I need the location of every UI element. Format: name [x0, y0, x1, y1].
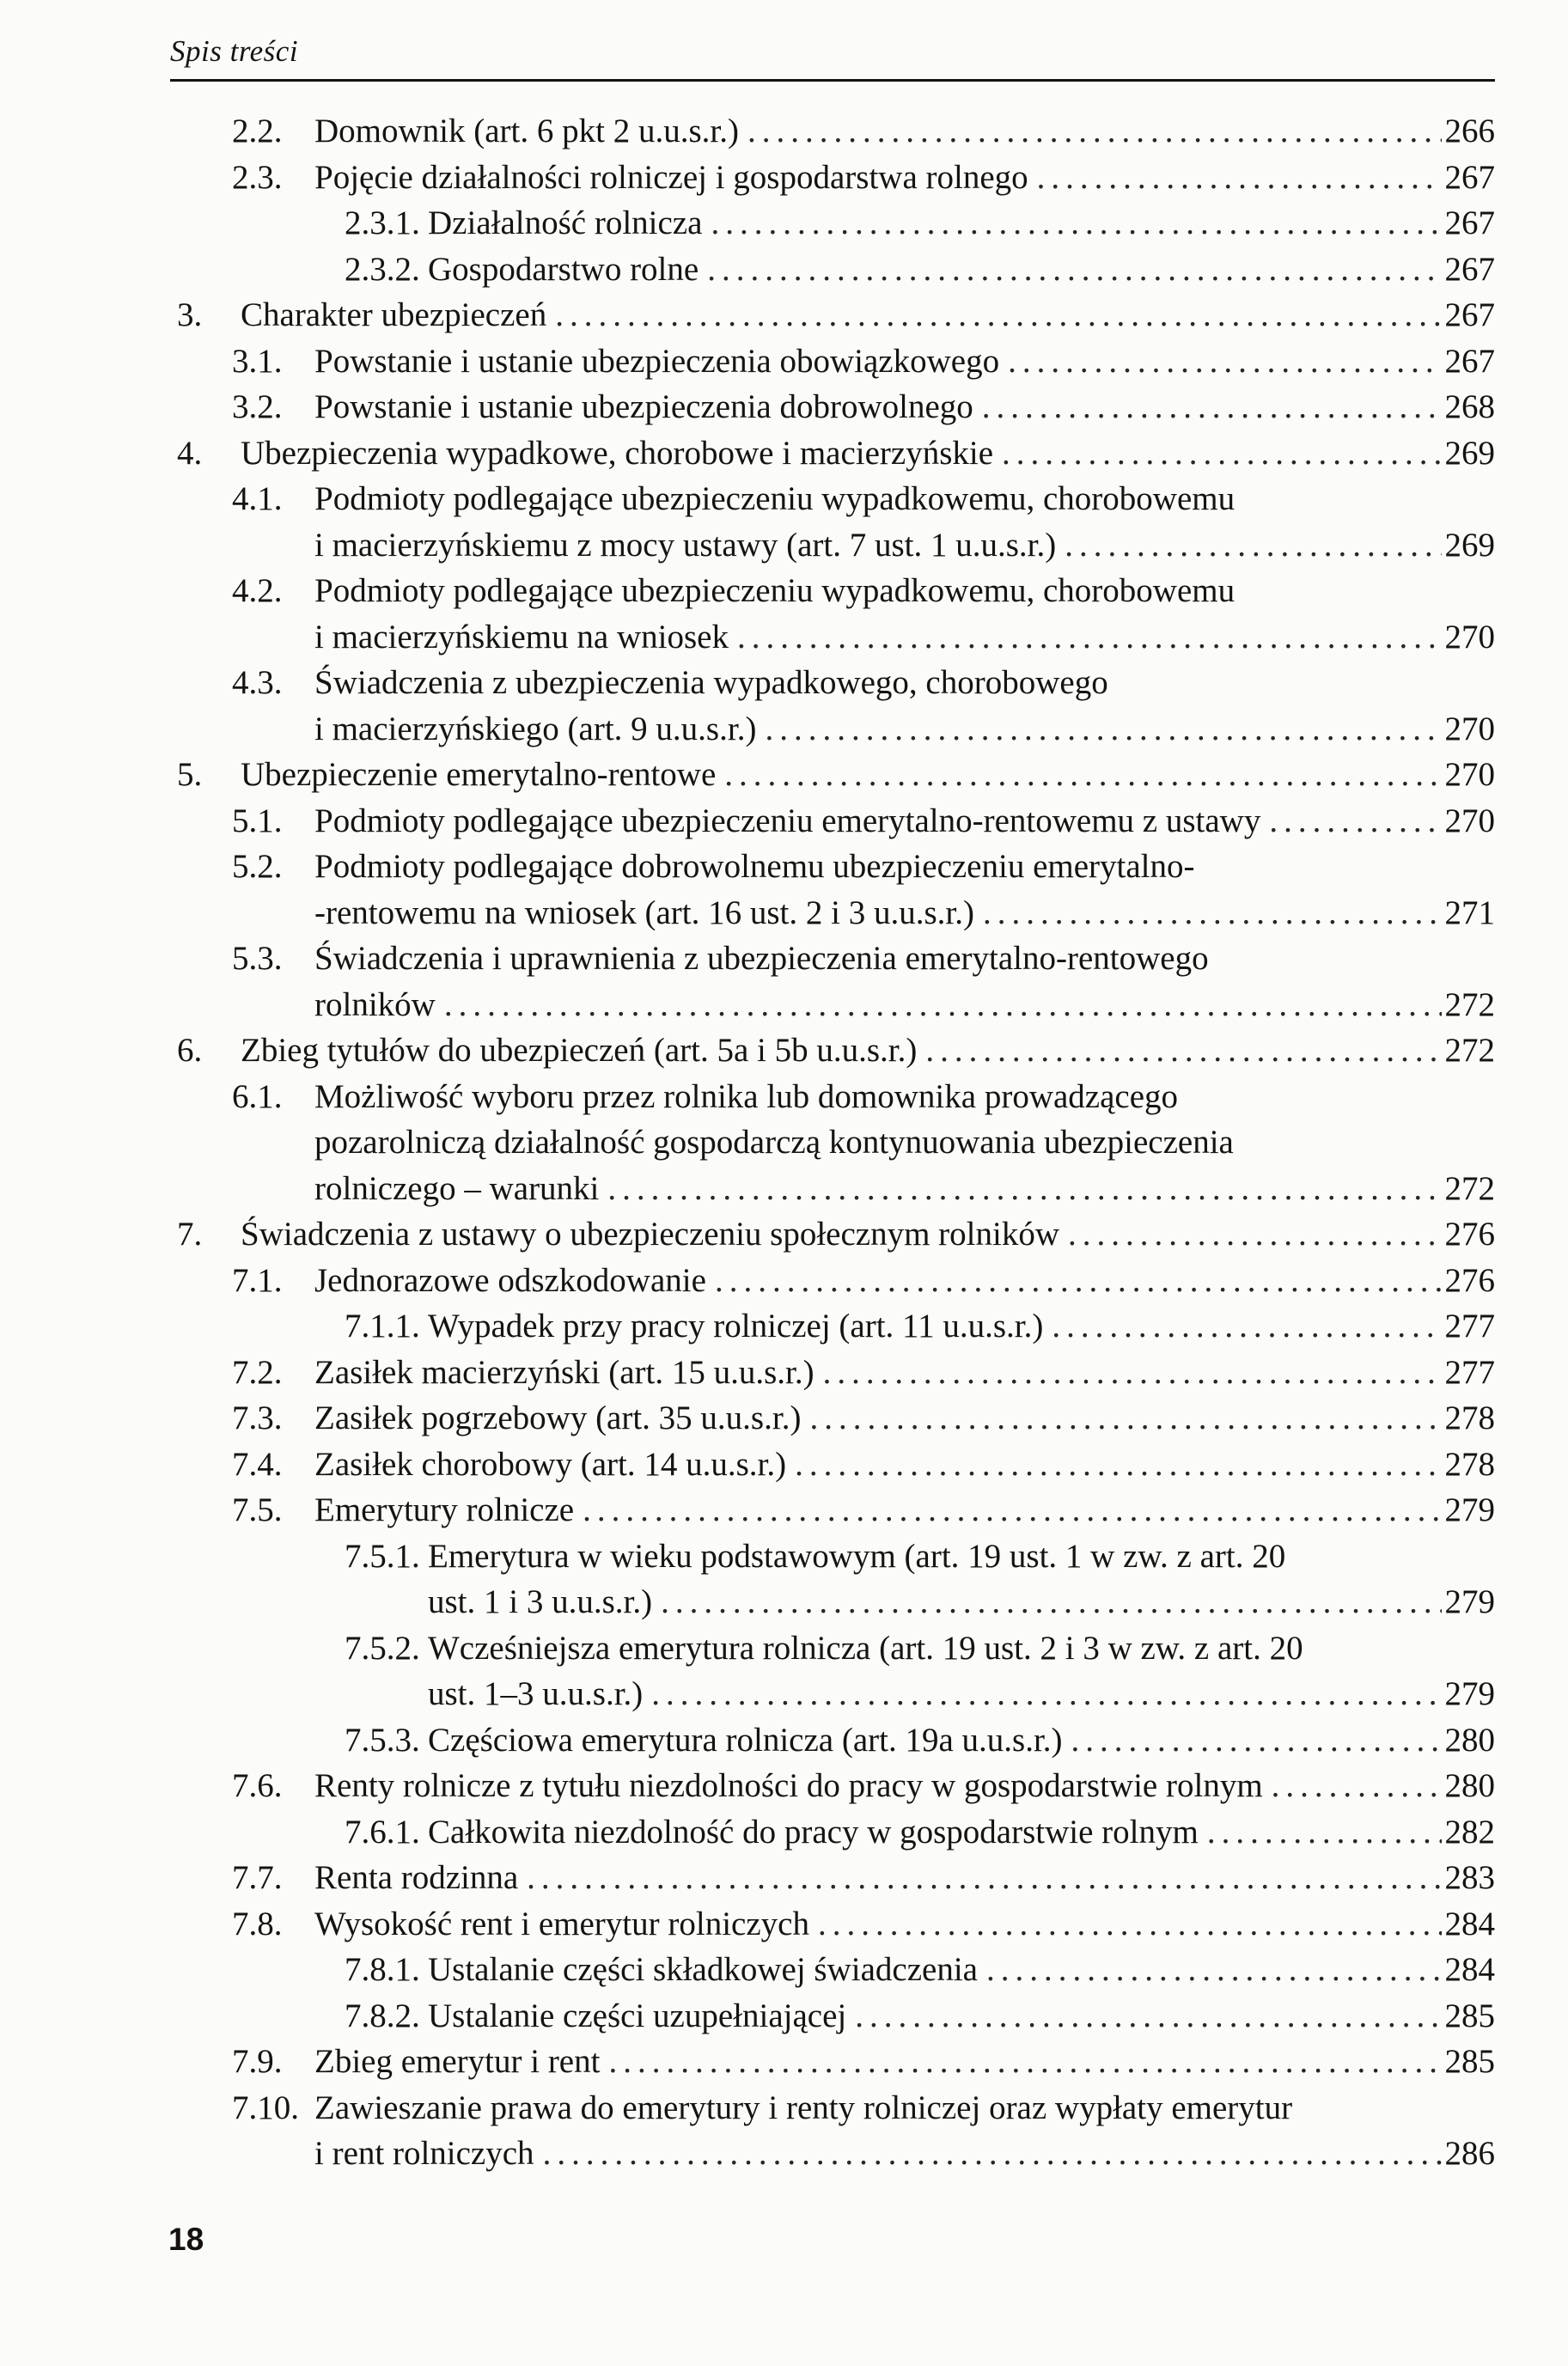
toc-entry-content	[314, 1855, 1495, 1901]
dot-leader	[607, 1166, 1441, 1212]
toc-entry-content	[241, 1211, 1495, 1258]
toc-entry-number: 4.	[177, 434, 203, 472]
toc-entry-content	[428, 1534, 1495, 1625]
dot-leader	[809, 1395, 1441, 1442]
toc-entry-number: 7.9.	[232, 2043, 283, 2080]
toc-entry-title-line: Podmioty podlegające ubezpieczeniu wypadkowemu, chorobowemu	[314, 572, 1235, 609]
toc-entry-line	[314, 614, 1495, 661]
toc-entry-number: 2.3.2.	[345, 250, 420, 288]
toc-entry	[177, 338, 1495, 385]
toc-entry-line	[241, 292, 1495, 338]
toc-entry	[177, 430, 1495, 477]
toc-entry	[177, 844, 1495, 936]
toc-entry-page: 277	[1444, 1308, 1495, 1345]
dot-leader	[1207, 1809, 1442, 1856]
toc-entry-title: Pojęcie działalności rolniczej i gospodarstwa rolnego	[314, 158, 1028, 196]
page-footer	[168, 2222, 204, 2258]
dot-leader	[982, 384, 1442, 430]
toc-entry-page: 285	[1444, 2043, 1495, 2080]
toc-entry	[177, 1350, 1495, 1396]
toc-entry-page: 266	[1444, 113, 1495, 149]
toc-entry-content	[314, 1258, 1495, 1304]
toc-entry-title: Jednorazowe odszkodowanie	[314, 1261, 706, 1299]
toc-entry-page: 276	[1444, 1261, 1495, 1299]
toc-entry-title: Zbieg tytułów do ubezpieczeń (art. 5a i 5b u.u.s.r.)	[241, 1032, 918, 1069]
toc-entry-title-line: Świadczenia z ubezpieczenia wypadkowego, chorobowego	[314, 664, 1108, 701]
toc-entry-number: 7.7.	[232, 1859, 283, 1896]
toc-entry-title: i macierzyńskiemu z mocy ustawy (art. 7 ust. 1 u.u.s.r.)	[314, 526, 1057, 564]
toc-entry-page: 270	[1444, 756, 1495, 793]
toc-entry-content	[314, 1350, 1495, 1396]
dot-leader	[707, 247, 1441, 293]
toc-entry-page: 286	[1444, 2135, 1495, 2172]
toc-entry-number: 7.5.2.	[345, 1629, 420, 1667]
toc-entry-content	[241, 292, 1495, 338]
toc-entry-line	[428, 1993, 1495, 2040]
toc-entry-title: Zbieg emerytur i rent	[314, 2043, 601, 2080]
toc-entry-number: 7.8.2.	[345, 1997, 420, 2034]
toc-entry-number: 7.8.	[232, 1905, 283, 1942]
table-of-contents	[177, 108, 1495, 2177]
toc-entry-title-line: Podmioty podlegające dobrowolnemu ubezpieczeniu emerytalno-	[314, 848, 1195, 885]
toc-entry-number: 7.1.	[232, 1261, 283, 1299]
toc-entry-content	[314, 1074, 1495, 1212]
toc-entry-line	[314, 706, 1495, 753]
toc-entry	[177, 1028, 1495, 1074]
toc-entry-line	[314, 1487, 1495, 1534]
toc-entry-number: 2.2.	[232, 113, 283, 149]
toc-entry-title: Częściowa emerytura rolnicza (art. 19a u.u.s.r.)	[428, 1721, 1063, 1759]
toc-entry	[177, 108, 1495, 155]
toc-entry-number: 7.8.1.	[345, 1951, 420, 1988]
toc-entry-title-line: Wcześniejsza emerytura rolnicza (art. 19 ust. 2 i 3 w zw. z art. 20	[428, 1629, 1303, 1667]
toc-entry-page: 270	[1444, 802, 1495, 839]
toc-entry-line	[428, 200, 1495, 247]
dot-leader	[724, 752, 1441, 798]
toc-entry	[177, 1855, 1495, 1901]
toc-entry	[177, 247, 1495, 293]
toc-entry-title: Ubezpieczenia wypadkowe, chorobowe i macierzyńskie	[241, 434, 994, 472]
toc-entry-title: Powstanie i ustanie ubezpieczenia dobrowolnego	[314, 388, 973, 425]
toc-entry-number: 5.1.	[232, 802, 283, 839]
toc-entry-content	[241, 430, 1495, 477]
toc-entry-number: 2.3.1.	[345, 204, 420, 241]
toc-entry-page: 270	[1444, 618, 1495, 656]
toc-entry-number: 7.	[177, 1216, 203, 1253]
toc-entry-line	[314, 1442, 1495, 1488]
toc-entry-number: 7.3.	[232, 1399, 283, 1436]
dot-leader	[823, 1350, 1442, 1396]
toc-entry-title-line: Podmioty podlegające ubezpieczeniu wypadkowemu, chorobowemu	[314, 480, 1235, 517]
toc-entry-title: rolniczego – warunki	[314, 1169, 600, 1207]
dot-leader	[1052, 1303, 1441, 1350]
toc-entry-line	[428, 1303, 1495, 1350]
toc-entry-number: 6.	[177, 1032, 203, 1069]
dot-leader	[765, 706, 1441, 753]
toc-entry-number: 7.1.1.	[345, 1308, 420, 1345]
toc-entry-line	[314, 890, 1495, 936]
toc-entry	[177, 1442, 1495, 1488]
toc-entry-line	[428, 1809, 1495, 1856]
toc-entry-line	[314, 1855, 1495, 1901]
toc-entry-line	[314, 982, 1495, 1028]
toc-entry-content	[314, 568, 1495, 660]
toc-entry-line	[314, 1350, 1495, 1396]
toc-entry-content	[314, 155, 1495, 201]
toc-entry-content	[314, 1763, 1495, 1809]
toc-entry-page: 269	[1444, 434, 1495, 472]
toc-entry-title: Ustalanie części uzupełniającej	[428, 1997, 847, 2034]
toc-entry-title: Powstanie i ustanie ubezpieczenia obowiązkowego	[314, 342, 1000, 380]
toc-entry-content	[428, 1625, 1495, 1717]
toc-entry	[177, 1947, 1495, 1993]
dot-leader	[1068, 1211, 1441, 1258]
toc-entry-title: Świadczenia z ustawy o ubezpieczeniu społecznym rolników	[241, 1216, 1060, 1253]
toc-entry	[177, 936, 1495, 1028]
toc-entry-title-line: Możliwość wyboru przez rolnika lub domownika prowadzącego	[314, 1077, 1179, 1115]
toc-entry	[177, 1717, 1495, 1764]
toc-entry-title: i macierzyńskiego (art. 9 u.u.s.r.)	[314, 710, 757, 747]
dot-leader	[747, 108, 1442, 155]
toc-entry-page: 285	[1444, 1997, 1495, 2034]
toc-entry	[177, 476, 1495, 568]
toc-entry-line	[428, 1579, 1495, 1625]
toc-entry-page: 267	[1444, 204, 1495, 241]
toc-entry-number: 5.2.	[232, 848, 283, 885]
toc-entry-page: 272	[1444, 1032, 1495, 1069]
dot-leader	[1037, 155, 1442, 201]
toc-entry-content	[428, 247, 1495, 293]
toc-entry	[177, 1303, 1495, 1350]
toc-entry-title: Podmioty podlegające ubezpieczeniu emerytalno-rentowemu z ustawy	[314, 802, 1261, 839]
dot-leader	[1008, 338, 1441, 385]
toc-entry-page: 284	[1444, 1951, 1495, 1988]
toc-entry-content	[241, 752, 1495, 798]
toc-entry-line	[314, 2131, 1495, 2177]
toc-entry	[177, 155, 1495, 201]
dot-leader	[583, 1487, 1441, 1534]
toc-entry-page: 271	[1444, 893, 1495, 931]
toc-entry-line	[314, 522, 1495, 569]
dot-leader	[555, 292, 1441, 338]
toc-entry	[177, 1809, 1495, 1856]
toc-entry-line	[314, 1395, 1495, 1442]
dot-leader	[925, 1028, 1441, 1074]
toc-entry-page: 279	[1444, 1583, 1495, 1620]
toc-entry-content	[314, 2039, 1495, 2085]
toc-entry-line	[314, 108, 1495, 155]
toc-entry-title: Wypadek przy pracy rolniczej (art. 11 u.u.s.r.)	[428, 1308, 1044, 1345]
toc-entry-line	[428, 1947, 1495, 1993]
toc-entry-content	[314, 108, 1495, 155]
toc-entry-title: Charakter ubezpieczeń	[241, 296, 547, 333]
toc-entry-number: 7.5.3.	[345, 1721, 420, 1759]
toc-entry	[177, 2039, 1495, 2085]
toc-entry-content	[314, 798, 1495, 845]
toc-entry	[177, 1901, 1495, 1948]
dot-leader	[527, 1855, 1441, 1901]
toc-entry-line	[314, 1166, 1495, 1212]
toc-entry-line	[428, 247, 1495, 293]
toc-entry-line	[314, 1901, 1495, 1948]
toc-entry-page: 282	[1444, 1813, 1495, 1851]
toc-entry	[177, 1395, 1495, 1442]
toc-entry-number: 3.2.	[232, 388, 283, 425]
dot-leader	[543, 2131, 1442, 2177]
dot-leader	[986, 1947, 1442, 1993]
toc-entry-content	[314, 660, 1495, 752]
toc-entry	[177, 384, 1495, 430]
dot-leader	[855, 1993, 1441, 2040]
toc-entry-page: 269	[1444, 526, 1495, 564]
toc-entry	[177, 568, 1495, 660]
toc-entry-number: 7.6.1.	[345, 1813, 420, 1851]
toc-entry-number: 4.3.	[232, 664, 283, 701]
toc-entry-title: Zasiłek pogrzebowy (art. 35 u.u.s.r.)	[314, 1399, 802, 1436]
toc-entry-title-line: Świadczenia i uprawnienia z ubezpieczenia emerytalno-rentowego	[314, 940, 1209, 977]
toc-entry	[177, 292, 1495, 338]
toc-entry-number: 7.5.	[232, 1491, 283, 1528]
toc-entry-title: -rentowemu na wniosek (art. 16 ust. 2 i 3 u.u.s.r.)	[314, 893, 974, 931]
toc-entry-page: 267	[1444, 342, 1495, 380]
dot-leader	[651, 1671, 1441, 1717]
dot-leader	[1071, 1717, 1442, 1764]
dot-leader	[1272, 1763, 1442, 1809]
dot-leader	[1065, 522, 1441, 569]
toc-entry	[177, 1487, 1495, 1534]
toc-entry-number: 7.6.	[232, 1767, 283, 1804]
toc-entry-title: Wysokość rent i emerytur rolniczych	[314, 1905, 809, 1942]
toc-entry-content	[314, 844, 1495, 936]
toc-entry-line	[314, 155, 1495, 201]
toc-entry	[177, 1625, 1495, 1717]
toc-entry-content	[428, 1303, 1495, 1350]
toc-entry-content	[428, 1993, 1495, 2040]
toc-entry-title: ust. 1–3 u.u.s.r.)	[428, 1675, 644, 1712]
toc-entry-title: Domownik (art. 6 pkt 2 u.u.s.r.)	[314, 113, 739, 149]
toc-entry-content	[314, 338, 1495, 385]
toc-entry-title: Zasiłek macierzyński (art. 15 u.u.s.r.)	[314, 1353, 815, 1391]
toc-entry-content	[314, 936, 1495, 1028]
toc-entry-page: 283	[1444, 1859, 1495, 1896]
toc-entry-number: 5.	[177, 756, 203, 793]
toc-entry	[177, 200, 1495, 247]
toc-entry	[177, 1074, 1495, 1212]
toc-entry-line	[428, 1671, 1495, 1717]
toc-entry-title: i macierzyńskiemu na wniosek	[314, 618, 729, 656]
toc-entry-number: 4.1.	[232, 480, 283, 517]
dot-leader	[661, 1579, 1441, 1625]
toc-entry-number: 4.2.	[232, 572, 283, 609]
toc-entry-page: 284	[1444, 1905, 1495, 1942]
dot-leader	[444, 982, 1442, 1028]
toc-entry-title: Ustalanie części składkowej świadczenia	[428, 1951, 978, 1988]
toc-entry	[177, 2085, 1495, 2177]
toc-entry	[177, 1258, 1495, 1304]
toc-entry-content	[428, 200, 1495, 247]
toc-entry-content	[241, 1028, 1495, 1074]
toc-entry	[177, 798, 1495, 845]
toc-entry-page: 267	[1444, 158, 1495, 196]
toc-entry-line	[314, 1258, 1495, 1304]
toc-entry-title: Gospodarstwo rolne	[428, 250, 699, 288]
dot-leader	[608, 2039, 1441, 2085]
toc-entry	[177, 660, 1495, 752]
toc-entry-page: 272	[1444, 985, 1495, 1023]
toc-entry-content	[314, 1487, 1495, 1534]
toc-entry-content	[428, 1809, 1495, 1856]
toc-entry-title: i rent rolniczych	[314, 2135, 534, 2172]
dot-leader	[818, 1901, 1442, 1948]
toc-entry-title: Całkowita niezdolność do pracy w gospodarstwie rolnym	[428, 1813, 1199, 1851]
dot-leader	[715, 1258, 1442, 1304]
dot-leader	[1002, 430, 1441, 477]
toc-entry-line	[314, 338, 1495, 385]
toc-entry-number: 2.3.	[232, 158, 283, 196]
toc-entry-page: 276	[1444, 1216, 1495, 1253]
toc-entry-line	[241, 430, 1495, 477]
toc-entry-line	[241, 1211, 1495, 1258]
toc-entry-title: Działalność rolnicza	[428, 204, 703, 241]
toc-entry	[177, 1993, 1495, 2040]
toc-entry-title: Ubezpieczenie emerytalno-rentowe	[241, 756, 717, 793]
toc-entry-title-line: Emerytura w wieku podstawowym (art. 19 ust. 1 w zw. z art. 20	[428, 1537, 1286, 1575]
toc-entry-page: 267	[1444, 296, 1495, 333]
toc-entry-content	[314, 476, 1495, 568]
toc-entry-page: 277	[1444, 1353, 1495, 1391]
toc-entry-line	[241, 1028, 1495, 1074]
page-number: 18	[168, 2222, 204, 2257]
toc-entry-number: 6.1.	[232, 1077, 283, 1115]
toc-entry	[177, 1534, 1495, 1625]
toc-entry-number: 7.4.	[232, 1445, 283, 1483]
toc-entry-content	[314, 384, 1495, 430]
toc-entry-number: 7.5.1.	[345, 1537, 420, 1575]
toc-entry	[177, 1763, 1495, 1809]
dot-leader	[711, 200, 1441, 247]
toc-entry-page: 280	[1444, 1721, 1495, 1759]
toc-entry-line	[241, 752, 1495, 798]
toc-entry-page: 279	[1444, 1491, 1495, 1528]
toc-entry-number: 5.3.	[232, 940, 283, 977]
toc-entry-content	[314, 1442, 1495, 1488]
dot-leader	[1269, 798, 1441, 845]
dot-leader	[983, 890, 1442, 936]
toc-entry-content	[314, 2085, 1495, 2177]
toc-entry-page: 278	[1444, 1445, 1495, 1483]
toc-entry-number: 3.	[177, 296, 203, 333]
toc-entry-page: 270	[1444, 710, 1495, 747]
toc-entry-page: 272	[1444, 1169, 1495, 1207]
toc-entry-page: 268	[1444, 388, 1495, 425]
toc-entry-line	[314, 798, 1495, 845]
dot-leader	[795, 1442, 1441, 1488]
toc-entry-content	[428, 1717, 1495, 1764]
toc-entry-number: 7.2.	[232, 1353, 283, 1391]
toc-entry	[177, 752, 1495, 798]
toc-entry-content	[314, 1901, 1495, 1948]
toc-entry-line	[314, 1763, 1495, 1809]
toc-entry-title: ust. 1 i 3 u.u.s.r.)	[428, 1583, 653, 1620]
toc-entry-title: Zasiłek chorobowy (art. 14 u.u.s.r.)	[314, 1445, 787, 1483]
running-header-title: Spis treści	[170, 34, 299, 68]
toc-entry-page: 279	[1444, 1675, 1495, 1712]
toc-entry-line	[314, 2039, 1495, 2085]
header-rule	[170, 79, 1495, 82]
dot-leader	[737, 614, 1442, 661]
toc-entry-content	[428, 1947, 1495, 1993]
toc-entry-page: 267	[1444, 250, 1495, 288]
toc-entry-title: Renta rodzinna	[314, 1859, 519, 1896]
toc-entry-line	[428, 1717, 1495, 1764]
toc-entry-title: Emerytury rolnicze	[314, 1491, 575, 1528]
toc-entry-title: rolników	[314, 985, 436, 1023]
running-header	[170, 34, 1495, 82]
toc-entry	[177, 1211, 1495, 1258]
toc-entry-line	[314, 384, 1495, 430]
toc-entry-page: 278	[1444, 1399, 1495, 1436]
toc-entry-page: 280	[1444, 1767, 1495, 1804]
toc-entry-content	[314, 1395, 1495, 1442]
toc-entry-title-line: pozarolniczą działalność gospodarczą kontynuowania ubezpieczenia	[314, 1124, 1234, 1161]
toc-entry-title: Renty rolnicze z tytułu niezdolności do pracy w gospodarstwie rolnym	[314, 1767, 1263, 1804]
toc-entry-number: 3.1.	[232, 342, 283, 380]
toc-entry-title-line: Zawieszanie prawa do emerytury i renty rolniczej oraz wypłaty emerytur	[314, 2089, 1293, 2126]
toc-entry-number: 7.10.	[232, 2089, 299, 2126]
